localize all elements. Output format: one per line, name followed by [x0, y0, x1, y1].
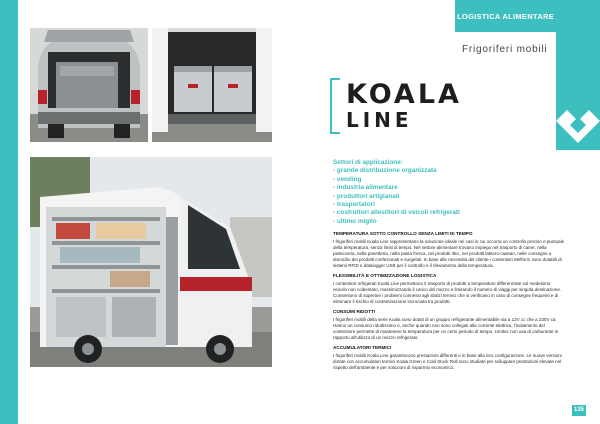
- body-text: [333, 231, 565, 375]
- list-item: - produttori artigianali: [333, 192, 400, 200]
- list-item: - ultimo miglio: [333, 217, 377, 225]
- page-number: 135: [572, 405, 586, 416]
- left-accent-bar: [0, 0, 18, 424]
- section-text: I contenitori refrigerati Koala Line permettono il trasporto di prodotti a temperature differenziate sul medesimo veicolo non coibentato, massimizzando il carico del mezzo e limitando il numero di viaggi per singola destinazione. Consentono di superare i problemi connessi agli sbalzi termici che si verificano in caso di consegne frequenti e di eliminare il rischio di contaminazione incrociata tra prodotti.: [333, 280, 562, 304]
- product-title: [330, 78, 462, 134]
- category-label: LOGISTICA ALIMENTARE: [457, 12, 554, 21]
- list-item: - grande distribuzione organizzata: [333, 167, 437, 175]
- title-line-2: LINE: [346, 108, 413, 132]
- list-item: - vending: [333, 175, 362, 183]
- list-item: - costruttori allestitori di veicoli refrigerati: [333, 209, 460, 217]
- page-subtitle: Frigoriferi mobili: [462, 44, 548, 55]
- list-item: - industria alimentare: [333, 184, 398, 192]
- section-heading: FLESSIBILITÀ E OTTIMIZZAZIONE LOGISTICA: [333, 273, 437, 278]
- list-item: - trasportatori: [333, 201, 375, 209]
- title-bracket: [330, 78, 340, 134]
- section-text: I frigoriferi mobili della serie Koala sono dotati di un gruppo refrigerante alimentabile sia a 12V cc che a 230V ca. Hanno un consumo ridottissimo e, anche quando non sono collegati alla corrente elettrica, l'isolamento del contenitore permette di mantenere la temperatura per un certo periodo di tempo. Urnitec non usa di carburante in rapporto all'utilizzo di un mezzo refrigerato.: [333, 316, 559, 340]
- section-heading: TEMPERATURA SOTTO CONTROLLO SENZA LIMITI DI TEMPO: [333, 231, 473, 236]
- van-rear-photo: [30, 28, 148, 142]
- section-heading: ACCUMULATORI TERMICI: [333, 345, 392, 350]
- section-heading: CONSUMI RIDOTTI: [333, 309, 376, 314]
- applications-heading: Settori di applicazione:: [333, 159, 403, 166]
- applications-list: [333, 159, 543, 226]
- section-consumption: [333, 309, 565, 341]
- geometric-logo-icon: [556, 95, 600, 147]
- delivery-van-photo: [30, 157, 272, 367]
- van-fridge-units-photo: [152, 28, 272, 142]
- section-temperature: [333, 231, 565, 269]
- title-line-1: KOALA: [346, 79, 462, 110]
- section-text: I frigoriferi mobili Koala Line rappresentano la soluzione ideale nei casi in cui occorra un controllo preciso e puntuale della temperatura, senza limiti di tempo. Nel settore alimentare trovano impiego nel trasporto di carne, nella pasticceria, nella panetteria, nella pasta fresca, nei prodotti ittici, nei prodotti lattiero-caseari, nelle consegne a domicilio dei prodotti confezionati e surgelati. In base alle necessità del cliente i contenitori Melform sono dotabili di sistemi RFID e datalogger USB per il controllo e il rilevamento della temperatura.: [333, 238, 565, 268]
- section-accumulators: [333, 345, 565, 371]
- section-text: I frigoriferi mobili Koala Line garantiscono prestazioni differenti e in base alla loro configurazione. Le nuove versioni dotate con accumulatori termici Koala Green e Cold Stock Roll sono studiate per sviluppare prestazioni elevate nel rispetto dell'ambiente e per soluzioni di risparmio economico.: [333, 352, 562, 370]
- section-flexibility: [333, 273, 565, 305]
